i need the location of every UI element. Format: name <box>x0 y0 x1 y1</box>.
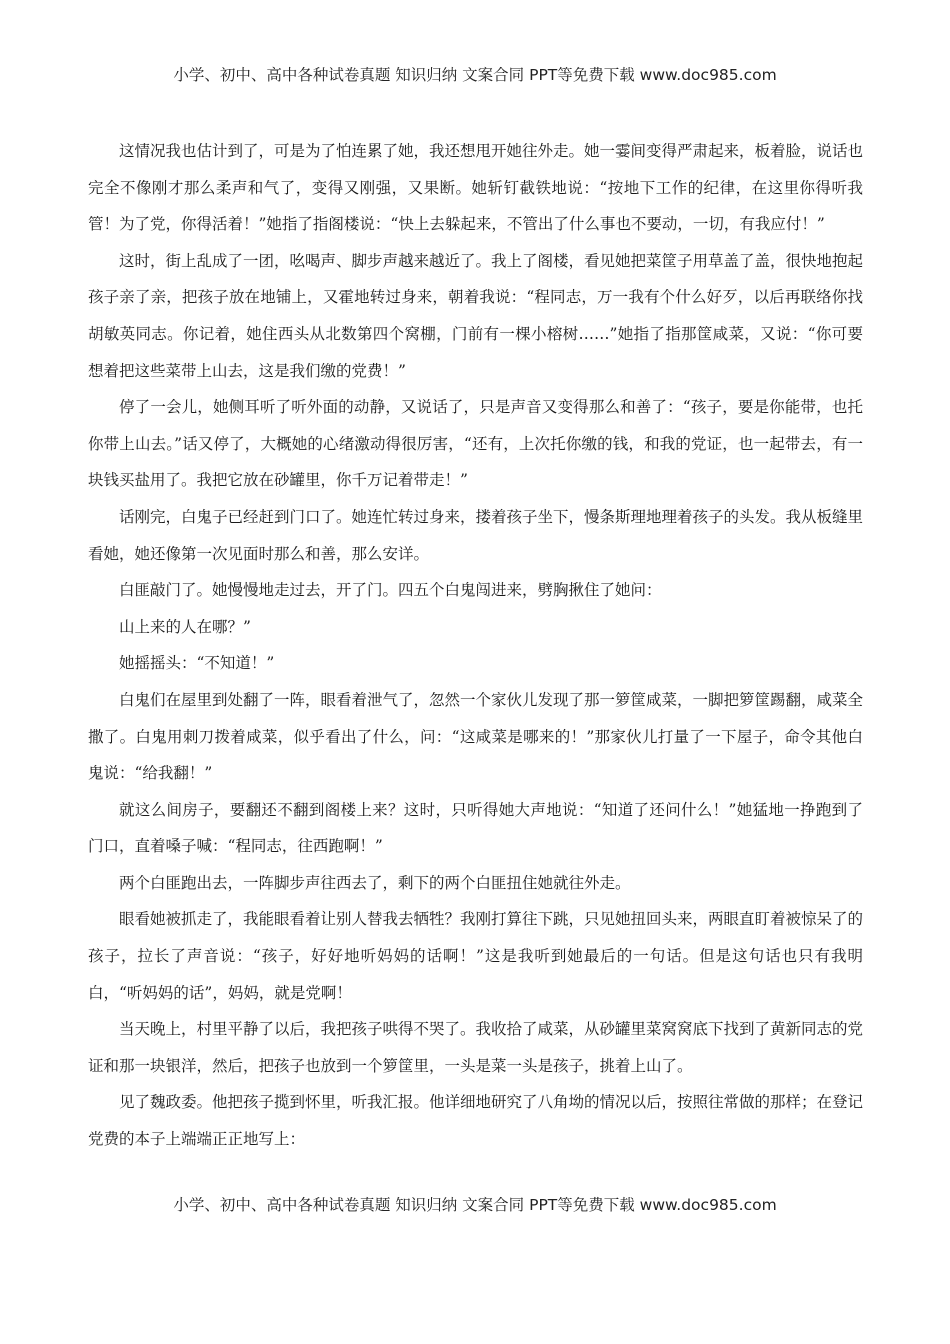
paragraph: 白鬼们在屋里到处翻了一阵，眼看着泄气了，忽然一个家伙儿发现了那一箩筐咸菜，一脚把箩筐踢翻，咸菜全撒了。白鬼用刺刀拨着咸菜，似乎看出了什么，问：“这咸菜是哪来的！”那家伙儿打量了一下屋子，命令其他白鬼说：“给我翻！” <box>88 690 864 783</box>
paragraph: 眼看她被抓走了，我能眼看着让别人替我去牺牲？我刚打算往下跳，只见她扭回头来，两眼直盯着被惊呆了的孩子，拉长了声音说：“孩子，好好地听妈妈的话啊！”这是我听到她最后的一句话。但是这句话也只有我明白，“听妈妈的话”，妈妈，就是党啊！ <box>88 910 864 1002</box>
page-footer: 小学、初中、高中各种试卷真题 知识归纳 文案合同 PPT等免费下载 www.doc985.com <box>173 1196 777 1214</box>
article-body <box>88 133 863 1158</box>
paragraph: 她摇摇头：“不知道！” <box>119 654 275 673</box>
paragraph: 这时，街上乱成了一团，吆喝声、脚步声越来越近了。我上了阁楼，看见她把菜筐子用草盖了盖，很快地抱起孩子亲了亲，把孩子放在地铺上，又霍地转过身来，朝着我说：“程同志，万一我有个什么好歹，以后再联络你找胡敏英同志。你记着，她住西头从北数第四个窝棚，门前有一棵小榕树……”她指了指那筐咸菜，又说：“你可要想着把这些菜带上山去，这是我们缴的党费！” <box>88 251 864 380</box>
paragraph: 停了一会儿，她侧耳听了听外面的动静，又说话了，只是声音又变得那么和善了：“孩子，要是你能带，也托你带上山去。”话又停了，大概她的心绪激动得很厉害，“还有，上次托你缴的钱，和我的党证，也一起带去，有一块钱买盐用了。我把它放在砂罐里，你千万记着带走！” <box>88 398 863 490</box>
paragraph: 就这么间房子，要翻还不翻到阁楼上来？这时，只听得她大声地说：“知道了还问什么！”她猛地一挣跑到了门口，直着嗓子喊：“程同志，往西跑啊！” <box>88 800 863 856</box>
paragraph: 山上来的人在哪？” <box>119 617 251 636</box>
paragraph: 这情况我也估计到了，可是为了怕连累了她，我还想甩开她往外走。她一霎间变得严肃起来，板着脸，说话也完全不像刚才那么柔声和气了，变得又刚强，又果断。她斩钉截铁地说：“按地下工作的纪律，在这里你得听我管！为了党，你得活着！”她指了指阁楼说：“快上去躲起来，不管出了什么事也不要动，一切，有我应付！” <box>88 142 864 234</box>
paragraph: 两个白匪跑出去，一阵脚步声往西去了，剩下的两个白匪扭住她就往外走。 <box>119 873 631 892</box>
paragraph: 白匪敲门了。她慢慢地走过去，开了门。四五个白鬼闯进来，劈胸揪住了她问： <box>119 581 662 600</box>
paragraph: 话刚完，白鬼子已经赶到门口了。她连忙转过身来，搂着孩子坐下，慢条斯理地理着孩子的头发。我从板缝里看她，她还像第一次见面时那么和善，那么安详。 <box>88 507 864 563</box>
paragraph: 见了魏政委。他把孩子揽到怀里，听我汇报。他详细地研究了八角坳的情况以后，按照往常做的那样；在登记党费的本子上端端正正地写上： <box>88 1093 864 1149</box>
paragraph: 当天晚上，村里平静了以后，我把孩子哄得不哭了。我收拾了咸菜，从砂罐里菜窝窝底下找到了黄新同志的党证和那一块银洋，然后，把孩子也放到一个箩筐里，一头是菜一头是孩子，挑着上山了。 <box>88 1020 864 1075</box>
page-header: 小学、初中、高中各种试卷真题 知识归纳 文案合同 PPT等免费下载 www.doc985.com <box>173 66 777 84</box>
